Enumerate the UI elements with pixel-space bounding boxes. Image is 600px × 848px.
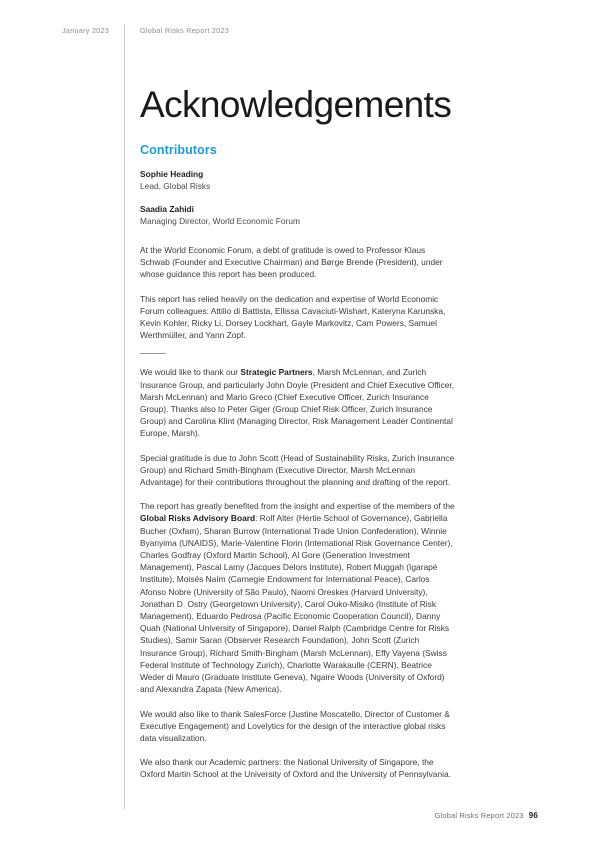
section-heading-contributors: Contributors [140, 143, 217, 157]
contributor-role: Managing Director, World Economic Forum [140, 216, 300, 226]
paragraph [140, 500, 456, 695]
paragraph-text: We would also like to thank SalesForce (Justine Moscatello, Director of Customer & Executive Engagement) and Lovelytics for the design of the interactive global risks data visualization. [140, 708, 450, 743]
page-number: 96 [528, 811, 538, 820]
header-date: January 2023 [62, 26, 110, 35]
footer-title: Global Risks Report 2023 [434, 811, 524, 820]
contributor-role: Lead, Global Risks [140, 181, 211, 191]
paragraph-text: : Rolf Alter (Hertie School of Governance), Gabriella Bucher (Oxfam), Sharan Burrow (International Trade Union Confederation), Winnie Byanyima (UNAIDS), Marie-Valentine Florin (International Risk Governance Center), Charles Godfray (Oxford Martin School), Al Gore (Generation Investment Management), Pascal Lamy (Jacques Delors Institute), Robert Muggah (Igarapé Institute), Moisés Naím (Carnegie Endowment for International Peace), Carlos Afonso Nobre (University of São Paulo), Naomi Oreskes (Harvard University), Jonathan D. Ostry (Georgetown University), Carol Ouko-Misiko (Institute of Risk Management), Eduardo Pedrosa (Pacific Economic Cooperation Council), Danny Quah (National University of Singapore), Daniel Ralph (Cambridge Centre for Risks Studies), Samir Saran (Observer Research Foundation), John Scott (Zurich Insurance Group), Richard Smith-Bingham (Marsh McLennan), Effy Vayena (Swiss Federal Institute of Technology Zurich), Charlotte Warakaulle (CERN), Beatrice Weder di Mauro (Graduate Institute Geneva), Ngaire Woods (University of Oxford) and Alexandra Zapata (New America). [140, 513, 453, 695]
paragraph-text: , Marsh McLennan, and Zurich Insurance Group, and particularly John Doyle (President and Chief Executive Officer, Marsh McLennan) and Mario Greco (Chief Executive Officer, Zurich Insurance Group). Thanks also to Peter Giger (Group Chief Risk Officer, Zurich Insurance Group) and Carolina Klint (Managing Director, Risk Management Leader Continental Europe, Marsh). [140, 367, 455, 439]
page-title: Acknowledgements [140, 83, 452, 125]
paragraph-emphasis: Global Risks Advisory Board [140, 513, 256, 524]
contributor-entry [140, 203, 456, 227]
footer [435, 811, 538, 820]
paragraph: This report has relied heavily on the dedication and expertise of World Economic Forum colleagues: Attilio di Battista, Ellissa Cavaciuti-Wishart, Kateryna Karunska, Kevin Kohler, Ricky Li, Dorsey Lockhart, Gayle Markovitz, Cam Powers, Samuel Werthmüller, and Yann Zopf. [140, 293, 446, 341]
header-report-title: Global Risks Report 2023 [140, 26, 230, 35]
contributor-name: Saadia Zahidi [140, 204, 194, 214]
margin-divider [124, 24, 125, 809]
contributor-name: Sophie Heading [140, 169, 204, 179]
section-divider [140, 353, 166, 354]
paragraph [140, 452, 456, 489]
paragraph [140, 708, 456, 745]
paragraph-emphasis: Strategic Partners [240, 367, 313, 378]
contributor-entry [140, 168, 456, 192]
paragraph-text: Special gratitude is due to John Scott (Head of Sustainability Risks, Zurich Insurance Group) and Richard Smith-Bingham (Executive Director, Marsh McLennan Advantage) for their contributions throughout the planning and drafting of the report. [140, 452, 455, 488]
paragraph [140, 366, 456, 439]
paragraph-text: We would like to thank our [140, 367, 241, 378]
paragraph-text: We also thank our Academic partners: the National University of Singapore, the Oxford Martin School at the University of Oxford and the University of Pennsylvania. [140, 757, 451, 780]
acknowledgements-body [140, 168, 456, 793]
paragraph-text: The report has greatly benefited from the insight and expertise of the members of the [140, 501, 455, 512]
paragraph [140, 756, 456, 780]
rich-paragraph-list [140, 366, 456, 780]
paragraph: At the World Economic Forum, a debt of gratitude is owed to Professor Klaus Schwab (Founder and Executive Chairman) and Børge Brende (President), under whose guidance this report has been produced. [140, 245, 443, 280]
